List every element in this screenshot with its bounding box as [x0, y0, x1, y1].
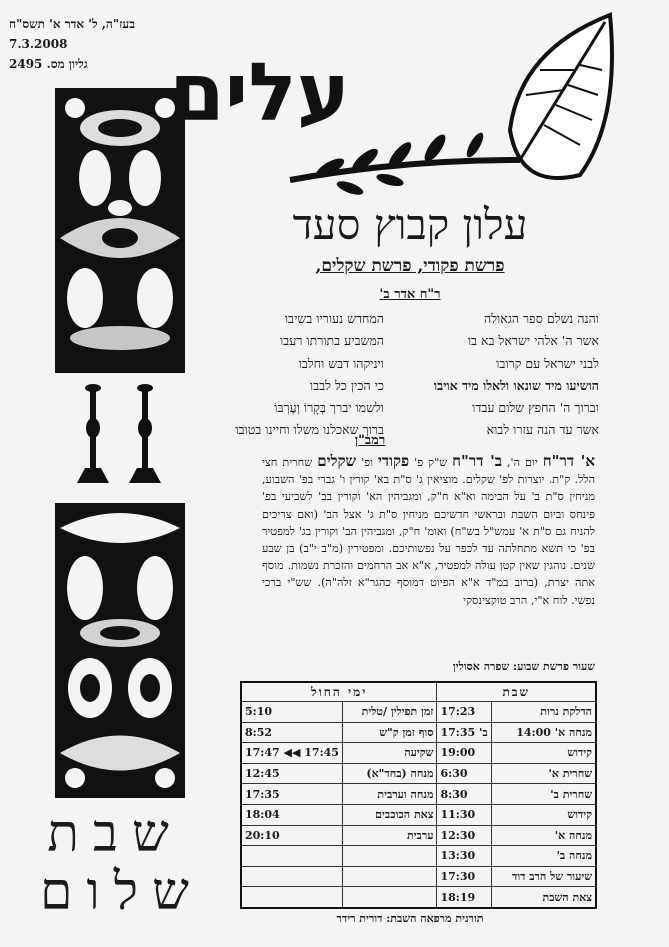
para-bold: שקלים	[317, 452, 357, 470]
weekday-time: 18:04	[241, 804, 342, 825]
rosh-chodesh-heading: ר"ח אדר ב'	[379, 287, 441, 302]
weekday-label: מנחה (בחד"א)	[342, 763, 437, 784]
para-body: שחרית חצי הלל. ק"ת. יוצרות לפ' שקלים. מוציאין ג' ס"ת בא' קורין ו' גברי בפ' השבוע, מניחין ס"ת ב' על הבימה וא"א ח"ק, ומגביהין הא' וקורין בב' לשביעי בפ' פינחס וביום השבת ובראשי חדשיכם מניחין ס"ת ג' אצל הב' (ואם צריכים להניח גם ס"ת א' עמש"ל בש"ח) ואומ' ח"ק, ומגביהין הב' וקורין בג' למפטיר בפ' כי תשא מתחלתה עד לכפר על נפשותיכם. ומפטירין (מ"ב י"ב) בן שבע שנים. נוהגין שאין קטן עולה למפטיר, א"א אב הרחמים והזכרת נשמות. מוסף אתה יצרת, (ברוב במ"ד א"א הפיוט דמוסף כהגר"א זלה"ה). שש"י ברכי נפשי. לוח א"י, הרב טוקצינסקי	[262, 456, 595, 607]
weekday-time	[241, 846, 342, 867]
greeting-line-2: שלום	[40, 862, 203, 922]
greeting-line-1: שבת	[47, 804, 183, 864]
schedule-label: קידוש	[491, 743, 596, 764]
para-lead: א' דר"ח	[542, 452, 595, 470]
poem-line: המשביע בתורתו רעבו	[279, 333, 384, 349]
poem-line: ולשמו יברך בְּקָרוֹ וְעֶרְבּוֹ	[274, 400, 384, 416]
weekday-time: 8:52	[241, 722, 342, 743]
leaf-logo-icon	[169, 10, 620, 200]
newsletter-subtitle: עלון קבוץ סעד	[292, 200, 528, 249]
weekday-time: 17:35	[241, 784, 342, 805]
weekday-time: 12:45	[241, 763, 342, 784]
weekday-label: מנחה וערבית	[342, 784, 437, 805]
weekday-label: צאת הכוכבים	[342, 804, 437, 825]
newsletter-logo	[169, 10, 620, 200]
shabbat-column-header: שבת	[437, 682, 596, 702]
schedule-label: מנחה א'	[491, 825, 596, 846]
table-row	[241, 866, 596, 887]
weekday-time: 17:45 ◀◀ 17:47	[241, 743, 342, 764]
schedule-label: מנחה ב'	[491, 846, 596, 867]
poem-line: כי הכין כל לבבו	[309, 377, 384, 393]
poem-line: ויניקהו דבש וחלבו	[298, 355, 384, 371]
weekday-label: סוף זמן ק"ש	[342, 722, 437, 743]
weekday-time: 5:10	[241, 702, 342, 723]
poem-line: וברוך ה' החפץ שלום עבדו	[472, 400, 599, 416]
schedule-time: ב' 17:35	[437, 722, 491, 743]
schedule-label: שחרית ב'	[491, 784, 596, 805]
schedule-label: קידוש	[491, 804, 596, 825]
shabbat-shalom-greeting	[40, 804, 203, 922]
weekday-label	[342, 866, 437, 887]
poem-line: ברוך שאכלנו משלו וחיינו בטובו	[235, 422, 384, 438]
table-row	[241, 743, 596, 764]
poem-line: לבני ישראל עם קרובו	[496, 355, 599, 371]
weekday-time: 20:10	[241, 825, 342, 846]
weekday-label: זמן תפילין /טלית	[342, 702, 437, 723]
poem-line: המחדש נעוריו בשיבו	[284, 311, 384, 326]
clinic-duty-footer: תורנית מרפאה השבת: דורית רידר	[336, 912, 484, 925]
para-text: ופ'	[356, 456, 378, 469]
service-order-paragraph	[262, 453, 595, 609]
table-row	[241, 763, 596, 784]
poem-line: אשר ה' אלהי ישראל בא בו	[467, 333, 599, 349]
rambam-heading: רמב"ן	[354, 433, 386, 448]
para-text: ש"ק פ'	[409, 456, 453, 469]
schedule-time: 18:19	[437, 887, 491, 908]
table-row	[241, 804, 596, 825]
decorative-panel	[55, 88, 185, 798]
para-bold: פקודי	[378, 452, 410, 470]
table-row	[241, 846, 596, 867]
weekday-label	[342, 887, 437, 908]
weekday-label: שקיעה	[342, 743, 437, 764]
weekday-label	[342, 846, 437, 867]
para-text: יום ה',	[501, 456, 543, 469]
schedule-time: 19:00	[437, 743, 491, 764]
schedule-label: שיעור של הרב דוד	[491, 866, 596, 887]
schedule-time: 17:23	[437, 702, 491, 723]
weekly-lesson-line: שעור פרשת שבוע: שפרה אסולין	[452, 660, 595, 673]
schedule-time: 17:30	[437, 866, 491, 887]
prayer-schedule-table	[240, 681, 597, 909]
poem-left-column	[234, 308, 384, 442]
poem-line: הושיעו מיד שונאו ולאלו מיד אויבו	[433, 377, 599, 393]
table-row	[241, 825, 596, 846]
table-row	[241, 784, 596, 805]
hebrew-date: בעז"ה, ל' אדר א' תשס"ח	[9, 17, 135, 31]
poem-line: והנה נשלם ספר הגאולה	[484, 311, 599, 326]
table-row	[241, 887, 596, 908]
schedule-label: צאת השבת	[491, 887, 596, 908]
schedule-time: 11:30	[437, 804, 491, 825]
logo-text: עלים	[169, 46, 350, 139]
poem-right-column	[409, 308, 599, 442]
schedule-time: 6:30	[437, 763, 491, 784]
weekday-time	[241, 866, 342, 887]
weekday-time	[241, 887, 342, 908]
table-row	[241, 702, 596, 723]
para-bold: ב' דר"ח	[452, 452, 502, 470]
parsha-title: פרשת פקודי, פרשת שקלים,	[315, 256, 505, 276]
weekday-label: ערבית	[342, 825, 437, 846]
schedule-time: 13:30	[437, 846, 491, 867]
schedule-label: מנחה א' 14:00	[491, 722, 596, 743]
issue-number: גליון מס. 2495	[9, 57, 88, 71]
weekday-column-header: ימי החול	[241, 682, 437, 702]
ornament-illustration	[55, 88, 185, 798]
schedule-label: שחרית א'	[491, 763, 596, 784]
schedule-time: 8:30	[437, 784, 491, 805]
table-header-row	[241, 682, 596, 702]
schedule-time: 12:30	[437, 825, 491, 846]
gregorian-date: 7.3.2008	[9, 37, 68, 51]
schedule-label: הדלקת נרות	[491, 702, 596, 723]
table-row	[241, 722, 596, 743]
poem-line: אשר עד הנה עזרו לבוא	[486, 422, 599, 438]
